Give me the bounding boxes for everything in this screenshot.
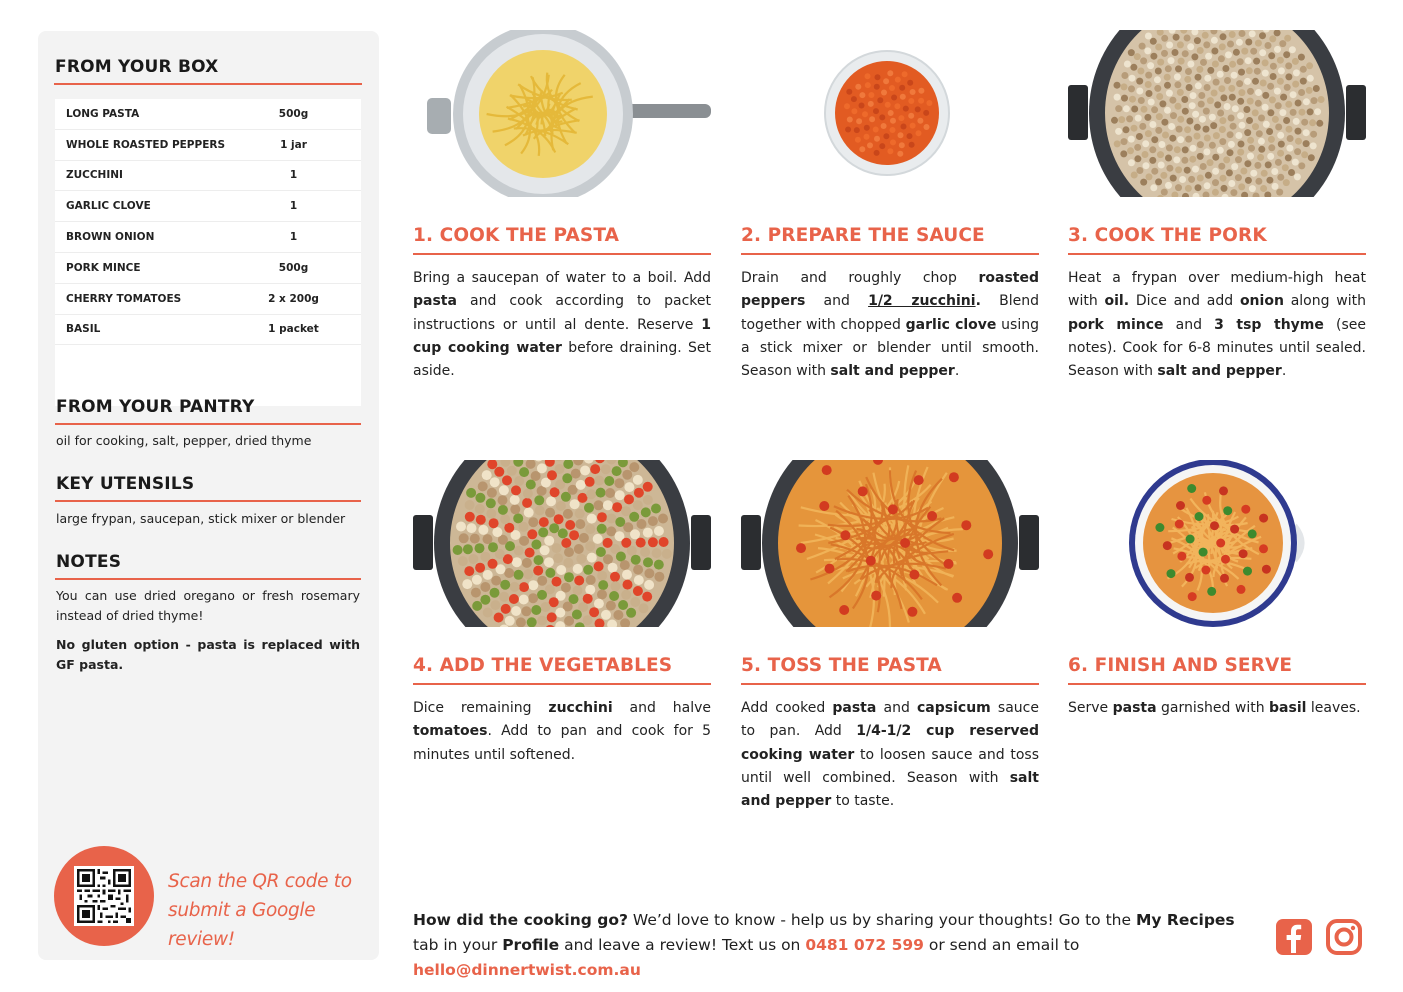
step-title-finish-and-serve: 6. FINISH AND SERVE — [1068, 655, 1293, 676]
ingredient-qty: 1 — [289, 200, 298, 213]
step-text-segment: pasta — [1112, 700, 1157, 716]
notes-text: You can use dried oregano or fresh rosemary instead of dried thyme! — [56, 588, 360, 623]
pantry-divider — [55, 423, 361, 425]
step-text-segment: sauce to pan. Add — [741, 700, 1039, 740]
ingredient-name: ZUCCHINI — [66, 169, 123, 182]
ingredient-qty: 1 — [289, 231, 298, 244]
step-title-cook-the-pasta: 1. COOK THE PASTA — [413, 225, 620, 246]
step-divider — [1068, 253, 1366, 255]
ingredient-row — [55, 130, 361, 161]
ingredient-qty: 1 packet — [268, 323, 319, 336]
key-utensils-title: KEY UTENSILS — [56, 474, 195, 494]
qr-caption-line-2: submit a Google review! — [168, 900, 316, 950]
vegetable-pan-icon — [413, 460, 711, 627]
ingredient-name: GARLIC CLOVE — [66, 200, 151, 213]
step-text-segment: . — [975, 293, 981, 310]
step-text-segment: along with — [1283, 293, 1366, 310]
from-your-box-title: FROM YOUR BOX — [55, 57, 219, 77]
footer-text-2: tab in your — [413, 936, 503, 954]
notes-title: NOTES — [56, 552, 122, 572]
review-footer — [413, 908, 1263, 983]
qr-caption-line-1: Scan the QR code to — [168, 871, 352, 892]
serving-bowl-icon — [1068, 460, 1366, 627]
notes-gluten-text: No gluten option - pasta is replaced with GF pasta. — [56, 637, 360, 672]
step-text-segment: . — [1281, 363, 1287, 380]
step-text-segment: pork mince — [1068, 316, 1164, 333]
step-divider — [741, 683, 1039, 685]
step-text-segment: tomatoes — [413, 723, 488, 740]
ingredient-qty: 2 x 200g — [268, 292, 319, 305]
step-text-segment: salt and pepper — [741, 769, 1039, 810]
utensils-divider — [55, 500, 361, 502]
step-text-segment: 1 cup cooking water — [413, 316, 711, 356]
step-text-segment: 3 tsp thyme — [1214, 316, 1324, 333]
ingredient-name: WHOLE ROASTED PEPPERS — [66, 138, 226, 151]
sauce-bowl-icon — [741, 30, 1039, 197]
step-title-add-the-vegetables: 4. ADD THE VEGETABLES — [413, 655, 673, 676]
step-title-cook-the-pork: 3. COOK THE PORK — [1068, 225, 1267, 246]
ingredient-row — [55, 161, 361, 192]
step-divider — [741, 253, 1039, 255]
step-divider — [1068, 683, 1366, 685]
step-text-cook-the-pork — [1068, 267, 1366, 383]
utensils-text: large frypan, saucepan, stick mixer or blender — [56, 511, 346, 526]
step-text-segment: pasta — [413, 293, 457, 310]
title-divider — [54, 83, 362, 85]
step-text-segment: 1/2 zucchini — [868, 293, 976, 310]
my-recipes-link[interactable]: My Recipes — [1135, 911, 1235, 929]
qr-code-icon[interactable] — [74, 866, 134, 926]
step-text-segment: and — [876, 700, 917, 716]
step-text-segment: (see notes). Cook for 6-8 minutes until sealed. Season with — [1068, 316, 1366, 380]
step-text-segment: . — [954, 363, 960, 380]
step-divider — [413, 253, 711, 255]
step-text-segment: basil — [1269, 700, 1307, 716]
ingredient-row — [55, 222, 361, 253]
facebook-icon[interactable] — [1275, 918, 1313, 956]
step-text-segment: and — [1163, 316, 1215, 333]
step-text-segment: . Add to pan and cook for 5 minutes until softened. — [413, 723, 711, 763]
step-title-toss-the-pasta: 5. TOSS THE PASTA — [741, 655, 942, 676]
step-text-segment: roasted peppers — [741, 270, 1039, 310]
from-your-pantry-title: FROM YOUR PANTRY — [56, 397, 255, 417]
ingredient-name: LONG PASTA — [66, 107, 140, 120]
step-text-prepare-the-sauce — [741, 267, 1039, 383]
step-text-segment: Blend together with chopped — [741, 293, 1039, 333]
step-text-segment: Bring a saucepan of water to a boil. Add — [413, 270, 711, 286]
footer-question: How did the cooking go? — [413, 911, 628, 929]
ingredient-qty: 500g — [278, 107, 309, 120]
ingredients-table — [55, 99, 361, 406]
step-text-segment: salt and pepper — [1157, 363, 1282, 380]
ingredient-row — [55, 284, 361, 315]
qr-caption — [168, 867, 373, 954]
step-text-segment: before draining. Set aside. — [413, 339, 711, 380]
ingredient-row — [55, 253, 361, 284]
step-text-segment: and — [805, 293, 869, 310]
step-divider — [413, 683, 711, 685]
step-text-finish-and-serve — [1068, 697, 1366, 720]
instagram-icon[interactable] — [1325, 918, 1363, 956]
step-text-segment: 1/4-1/2 cup reserved cooking water — [741, 723, 1039, 763]
step-text-segment: Heat a frypan over medium-high heat with — [1068, 270, 1366, 310]
step-text-segment: to taste. — [831, 793, 895, 810]
ingredient-qty: 1 — [289, 169, 298, 182]
step-text-segment: Drain and roughly chop — [741, 270, 979, 286]
step-text-segment: capsicum — [917, 700, 991, 716]
step-text-segment: leaves. — [1306, 700, 1361, 716]
footer-text-1: We’d love to know - help us by sharing your thoughts! Go to the — [627, 911, 1136, 929]
step-text-segment: Add cooked — [741, 700, 833, 716]
step-text-segment: Dice and add — [1129, 293, 1240, 310]
ingredient-row — [55, 191, 361, 222]
step-text-toss-the-pasta — [741, 697, 1039, 813]
step-text-segment: garlic clove — [905, 316, 997, 333]
step-text-segment: Serve — [1068, 700, 1113, 716]
step-text-segment: and halve — [612, 700, 711, 716]
ingredient-name: BASIL — [66, 323, 101, 336]
footer-text-4: or send an email to — [923, 936, 1080, 954]
step-text-segment: zucchini — [548, 700, 613, 716]
step-text-segment: oil. — [1104, 293, 1130, 310]
phone-link[interactable]: 0481 072 599 — [805, 936, 924, 954]
step-title-prepare-the-sauce: 2. PREPARE THE SAUCE — [741, 225, 985, 246]
ingredient-name: CHERRY TOMATOES — [66, 292, 182, 305]
step-text-segment: pasta — [832, 700, 877, 716]
ingredient-row — [55, 99, 361, 130]
qr-badge[interactable] — [54, 846, 154, 946]
ingredient-qty: 500g — [278, 261, 309, 274]
step-text-segment: salt and pepper — [830, 363, 955, 380]
step-text-segment: garnished with — [1156, 700, 1270, 716]
footer-text-3: and leave a review! Text us on — [559, 936, 806, 954]
notes-divider — [55, 578, 361, 580]
ingredient-name: BROWN ONION — [66, 231, 155, 244]
tossed-pasta-pan-icon — [741, 460, 1039, 627]
ingredient-qty: 1 jar — [280, 138, 307, 151]
step-text-segment: to loosen sauce and toss until well combined. Season with — [741, 746, 1039, 786]
step-text-cook-the-pasta — [413, 267, 711, 383]
step-text-segment: onion — [1239, 293, 1284, 310]
ingredient-row — [55, 315, 361, 346]
step-text-add-the-vegetables — [413, 697, 711, 767]
ingredient-name: PORK MINCE — [66, 261, 141, 274]
step-text-segment: using a stick mixer or blender until smooth. Season with — [741, 316, 1039, 380]
pasta-pot-icon — [413, 30, 711, 197]
step-text-segment: Dice remaining — [413, 700, 549, 716]
sidebar-panel — [38, 31, 379, 960]
pork-pan-icon — [1068, 30, 1366, 197]
profile-link[interactable]: Profile — [502, 936, 560, 954]
email-link[interactable]: hello@dinnertwist.com.au — [413, 961, 641, 979]
step-text-segment: and cook according to packet instructions or until al dente. Reserve — [413, 293, 711, 333]
pantry-text: oil for cooking, salt, pepper, dried thyme — [56, 433, 312, 448]
